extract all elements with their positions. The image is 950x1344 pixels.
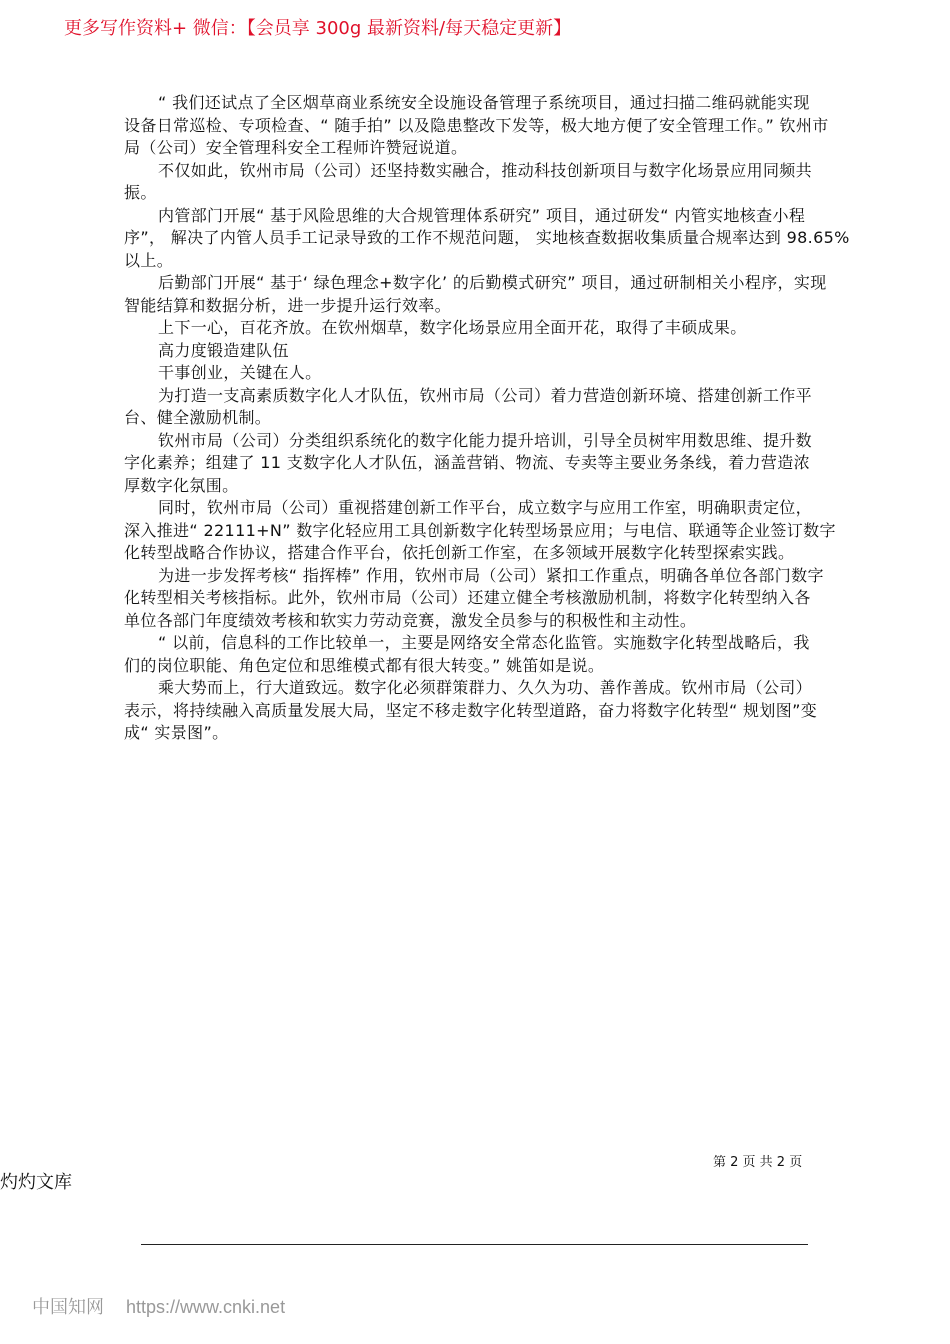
paragraph-line: 同时，钦州市局（公司）重视搭建创新工作平台，成立数字与应用工作室，明确职责定位，: [158, 498, 813, 517]
footer-divider: [141, 1244, 808, 1245]
paragraph-line: 化转型相关考核指标。此外，钦州市局（公司）还建立健全考核激励机制，将数字化转型纳入各: [124, 588, 811, 607]
paragraph-line: “ 以前，信息科的工作比较单一，主要是网络安全常态化监管。实施数字化转型战略后，我: [158, 633, 810, 652]
cnki-name: 中国知网: [32, 1297, 104, 1317]
paragraph: [124, 272, 830, 317]
paragraph-line: 干事创业，关键在人。: [158, 363, 322, 382]
cnki-url: https://www.cnki.net: [126, 1297, 286, 1317]
paragraph: [124, 317, 830, 340]
paragraph-line: 乘大势而上，行大道致远。数字化必须群策群力、久久为功、善作善成。钦州市局（公司）: [158, 678, 813, 697]
paragraph-line: 成“ 实景图”。: [124, 723, 229, 742]
paragraph-line: 为进一步发挥考核“ 指挥棒” 作用，钦州市局（公司）紧扣工作重点，明确各单位各部门数字: [158, 565, 824, 585]
paragraph-line: 台、健全激励机制。: [124, 408, 272, 427]
paragraph-line: 化转型战略合作协议，搭建合作平台，依托创新工作室，在多领域开展数字化转型探索实践。: [124, 543, 795, 562]
paragraph-line: 单位各部门年度绩效考核和软实力劳动竞赛，激发全员参与的积极性和主动性。: [124, 610, 697, 630]
paragraph-line: 字化素养；组建了 11 支数字化人才队伍，涵盖营销、物流、专卖等主要业务条线，着力营造浓: [124, 453, 810, 472]
paragraph: [124, 362, 830, 385]
paragraph-line: 高力度锻造建队伍: [158, 340, 289, 360]
paragraph: [124, 430, 830, 498]
paragraph-line: 表示，将持续融入高质量发展大局，坚定不移走数字化转型道路，奋力将数字化转型“ 规划图”变: [124, 700, 818, 720]
paragraph: [124, 385, 830, 430]
paragraph: [124, 92, 830, 160]
paragraph-line: 内管部门开展“ 基于风险思维的大合规管理体系研究” 项目，通过研发“ 内管实地核查小程: [158, 205, 806, 225]
paragraph-line: 序”， 解决了内管人员手工记录导致的工作不规范问题， 实地核查数据收集质量合规率达到 98.65%: [124, 228, 850, 247]
page-number: 第 2 页 共 2 页: [713, 1155, 803, 1170]
paragraph-line: 振。: [124, 183, 157, 202]
paragraph: [124, 497, 836, 565]
promo-banner: 更多写作资料+ 微信：【会员享 300g 最新资料/每天稳定更新】: [64, 18, 572, 39]
paragraph-line: 厚数字化氛围。: [124, 475, 239, 495]
paragraph-line: 不仅如此，钦州市局（公司）还坚持数实融合，推动科技创新项目与数字化场景应用同频共: [158, 160, 813, 180]
paragraph-line: 为打造一支高素质数字化人才队伍，钦州市局（公司）着力营造创新环境、搭建创新工作平: [158, 385, 813, 405]
paragraph-line: 设备日常巡检、专项检查、“ 随手拍” 以及隐患整改下发等，极大地方便了安全管理工作。” 钦州市: [124, 115, 829, 135]
paragraph-line: 后勤部门开展“ 基于‘ 绿色理念+数字化’ 的后勤模式研究” 项目，通过研制相关小程序，实现: [158, 273, 827, 292]
brand-label: 灼灼文库: [0, 1172, 72, 1193]
paragraph: [124, 205, 850, 273]
document-body: [124, 92, 850, 745]
paragraph: [124, 340, 830, 363]
paragraph-line: 上下一心，百花齐放。在钦州烟草，数字化场景应用全面开花，取得了丰硕成果。: [158, 318, 747, 337]
paragraph-line: 深入推进“ 22111+N” 数字化轻应用工具创新数字化转型场景应用；与电信、联通等企业签订数字: [124, 520, 836, 540]
paragraph-line: 钦州市局（公司）分类组织系统化的数字化能力提升培训，引导全员树牢用数思维、提升数: [158, 430, 813, 450]
paragraph: [124, 160, 830, 205]
paragraph: [124, 565, 830, 633]
paragraph-line: 以上。: [124, 250, 174, 270]
paragraph: [124, 632, 830, 677]
paragraph-line: 局（公司）安全管理科安全工程师许赞冠说道。: [124, 138, 468, 157]
paragraph-line: “ 我们还试点了全区烟草商业系统安全设施设备管理子系统项目，通过扫描二维码就能实现: [158, 93, 810, 112]
paragraph: [124, 677, 830, 745]
cnki-watermark: [32, 1293, 307, 1319]
paragraph-line: 智能结算和数据分析，进一步提升运行效率。: [124, 295, 452, 315]
paragraph-line: 们的岗位职能、角色定位和思维模式都有很大转变。” 姚笛如是说。: [124, 655, 605, 675]
